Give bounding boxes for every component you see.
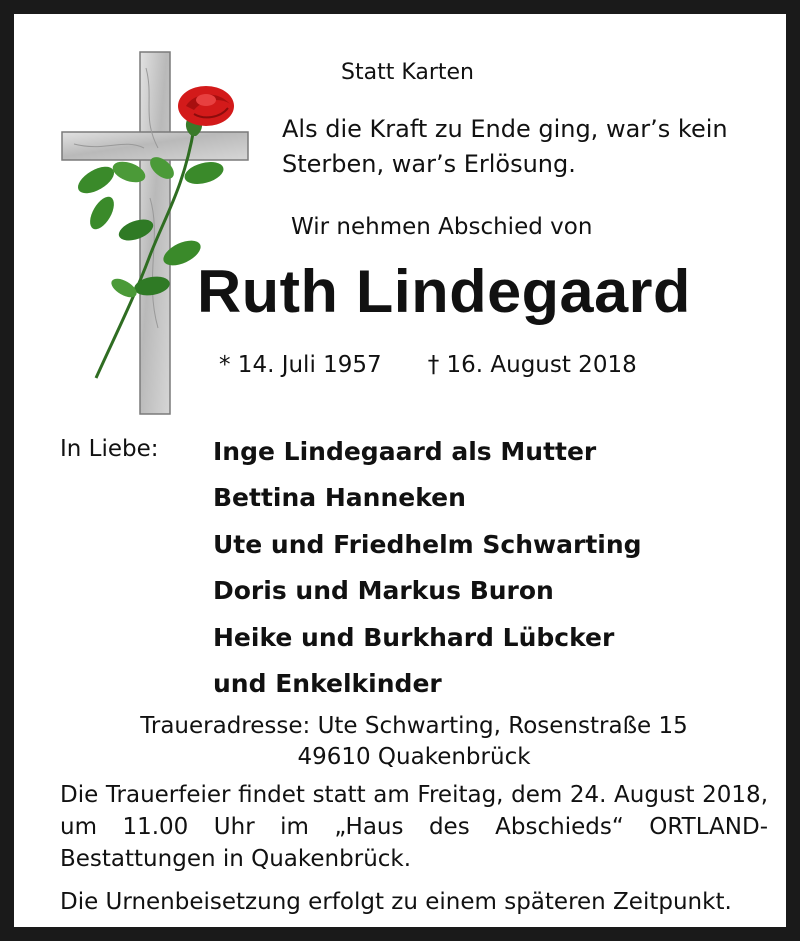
mourner-name: Ute und Friedhelm Schwarting: [213, 529, 642, 559]
farewell-intro: Wir nehmen Abschied von: [291, 214, 593, 240]
motto-text: Als die Kraft zu Ende ging, war’s kein Sterben, war’s Erlösung.: [282, 115, 728, 178]
ceremony-info: Die Trauerfeier findet statt am Freitag, dem 24. August 2018, um 11.00 Uhr im „Haus des Abschieds“ ORTLAND-Bestattungen in Quakenbrück.: [60, 782, 768, 872]
urn-burial-info: Die Urnenbeisetzung erfolgt zu einem späteren Zeitpunkt.: [60, 889, 732, 915]
mourner-name: Heike und Burkhard Lübcker: [213, 622, 615, 652]
death-date: † 16. August 2018: [427, 352, 637, 378]
statt-karten-label: Statt Karten: [341, 60, 474, 85]
deceased-name: Ruth Lindegaard: [197, 258, 691, 325]
mourner-name: Doris und Markus Buron: [213, 576, 554, 606]
mourner-name: Inge Lindegaard als Mutter: [213, 437, 597, 466]
mourner-name: und Enkelkinder: [213, 669, 442, 699]
mourning-address-line1: Traueradresse: Ute Schwarting, Rosenstraße 15: [140, 713, 688, 739]
mourner-name: Bettina Hanneken: [213, 483, 466, 513]
birth-date: * 14. Juli 1957: [219, 352, 382, 378]
mourning-address-line2: 49610 Quakenbrück: [297, 744, 531, 770]
mourners-list: [213, 429, 642, 707]
life-dates: [219, 352, 637, 378]
mourners-label: In Liebe:: [60, 436, 159, 462]
